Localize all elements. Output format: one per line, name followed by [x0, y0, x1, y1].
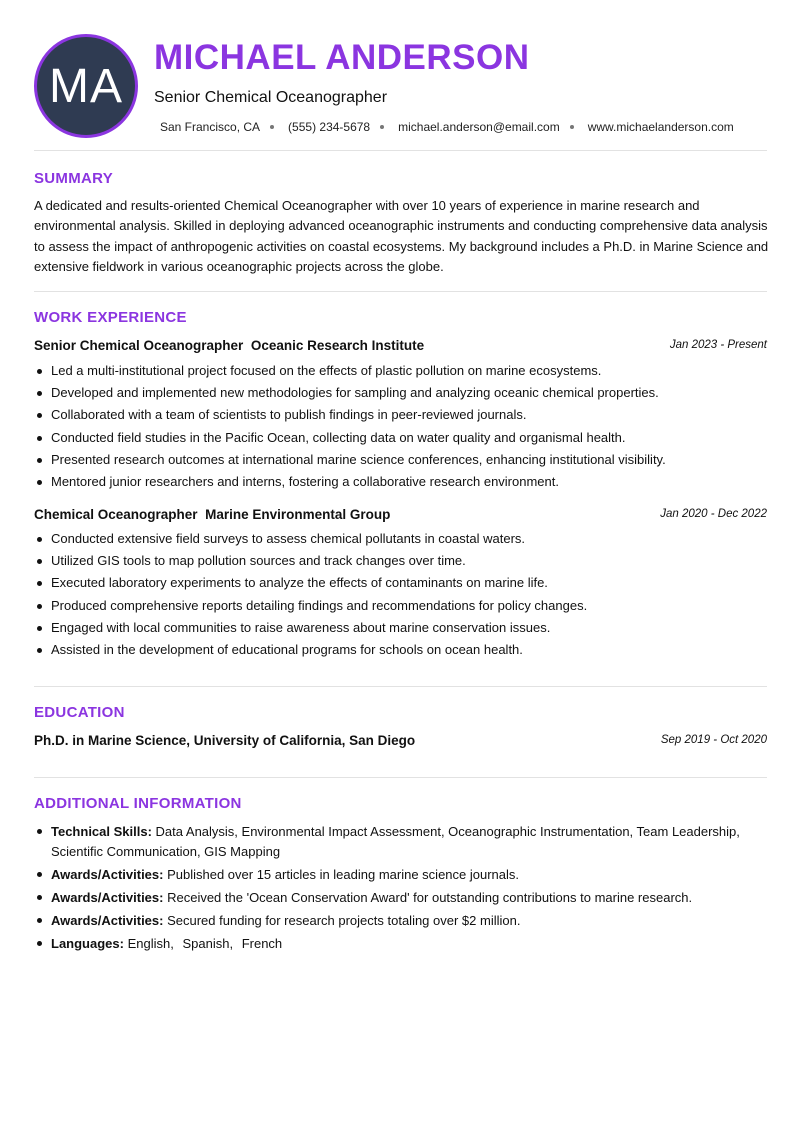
list-item: Utilized GIS tools to map pollution sources and track changes over time. [34, 551, 767, 573]
list-item: Conducted extensive field surveys to assess chemical pollutants in coastal waters. [34, 529, 767, 551]
list-item [34, 911, 767, 931]
job-title: Chemical Oceanographer [34, 507, 198, 522]
job-title-line [34, 507, 390, 522]
work-experience-heading: WORK EXPERIENCE [34, 309, 187, 326]
list-item: Mentored junior researchers and interns, fostering a collaborative research environment. [34, 472, 767, 494]
info-label: Awards/Activities: [51, 912, 164, 928]
language-value: Spanish, [182, 935, 234, 951]
contact-email[interactable]: michael.anderson@email.com [398, 120, 560, 134]
avatar [34, 34, 138, 138]
list-item [34, 865, 767, 885]
list-item: Presented research outcomes at international marine science conferences, enhancing institutional visibility. [34, 450, 767, 472]
additional-info-heading: ADDITIONAL INFORMATION [34, 795, 242, 812]
info-label: Awards/Activities: [51, 866, 164, 882]
contact-location: San Francisco, CA [160, 120, 261, 134]
language-value: English, [127, 935, 174, 951]
job-title-line [34, 338, 424, 353]
candidate-name: MICHAEL ANDERSON [154, 38, 530, 77]
separator-dot-icon [380, 125, 384, 129]
section-divider [34, 686, 767, 687]
job-company: Marine Environmental Group [205, 507, 391, 522]
section-divider [34, 291, 767, 292]
info-text: Published over 15 articles in leading marine science journals. [167, 866, 520, 882]
contact-website[interactable]: www.michaelanderson.com [587, 120, 734, 134]
separator-dot-icon [270, 125, 274, 129]
languages-item [34, 934, 767, 954]
info-label: Technical Skills: [51, 824, 152, 839]
job-header [34, 338, 767, 356]
job-dates: Jan 2023 - Present [669, 339, 767, 351]
list-item: Collaborated with a team of scientists to publish findings in peer-reviewed journals. [34, 405, 767, 427]
list-item [34, 822, 767, 861]
info-text: Data Analysis, Environmental Impact Assessment, Oceanographic Instrumentation, Team Leadership, Scientific Communication, GIS Mapping [51, 824, 740, 859]
education-dates: Sep 2019 - Oct 2020 [660, 734, 767, 746]
list-item [34, 888, 767, 908]
language-value: French [241, 935, 283, 951]
separator-dot-icon [570, 125, 574, 129]
list-item: Developed and implemented new methodologies for sampling and analyzing oceanic chemical properties. [34, 383, 767, 405]
additional-info-list [34, 822, 767, 957]
job-company: Oceanic Research Institute [250, 338, 425, 353]
list-item: Produced comprehensive reports detailing findings and recommendations for policy changes. [34, 596, 767, 618]
job-title: Senior Chemical Oceanographer [34, 338, 244, 353]
summary-text: A dedicated and results-oriented Chemical Oceanographer with over 10 years of experience in marine research and environmental analysis. Skilled in deploying advanced oceanographic instruments and conducting comprehensive data analysis to assess the impact of anthropogenic activities on coastal ecosystems. My background includes a Ph.D. in Marine Science and extensive fieldwork in various oceanographic projects across the globe. [34, 198, 769, 274]
education-degree: Ph.D. in Marine Science, University of California, San Diego [34, 733, 416, 748]
list-item: Executed laboratory experiments to analyze the effects of contaminants on marine life. [34, 573, 767, 595]
section-divider [34, 777, 767, 778]
section-divider [34, 150, 767, 151]
candidate-role: Senior Chemical Oceanographer [154, 89, 388, 106]
list-item: Conducted field studies in the Pacific Ocean, collecting data on water quality and organismal health. [34, 428, 767, 450]
contact-phone[interactable]: (555) 234-5678 [288, 120, 371, 134]
list-item: Assisted in the development of educational programs for schools on ocean health. [34, 640, 767, 662]
education-heading: EDUCATION [34, 704, 125, 721]
info-text: Received the 'Ocean Conservation Award' for outstanding contributions to marine research. [167, 889, 693, 905]
info-label: Awards/Activities: [51, 889, 164, 905]
info-text: Secured funding for research projects totaling over $2 million. [167, 912, 521, 928]
education-entry [34, 733, 767, 751]
contact-bar [160, 120, 734, 134]
job-bullet-list [34, 361, 767, 494]
avatar-initials: MA [49, 59, 123, 113]
job-header [34, 507, 767, 525]
info-label: Languages: [51, 935, 124, 951]
list-item: Led a multi-institutional project focused on the effects of plastic pollution on marine ecosystems. [34, 361, 767, 383]
job-dates: Jan 2020 - Dec 2022 [660, 508, 767, 520]
list-item: Engaged with local communities to raise awareness about marine conservation issues. [34, 618, 767, 640]
resume-header [34, 34, 768, 138]
job-bullet-list [34, 529, 767, 662]
summary-heading: SUMMARY [34, 170, 114, 187]
